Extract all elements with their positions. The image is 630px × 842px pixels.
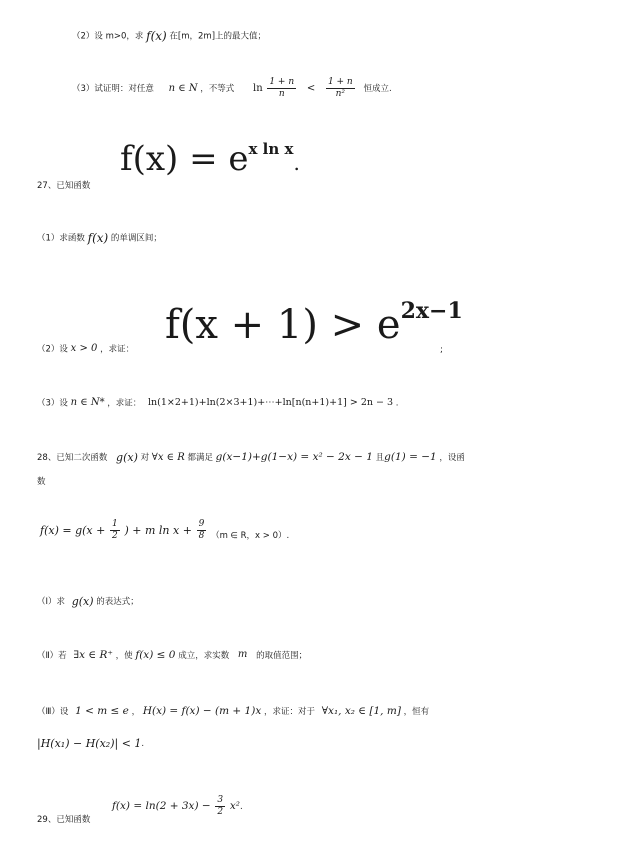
q28-header: [37, 452, 465, 463]
q29-header-label: [37, 816, 90, 825]
q28-part3-abs-formula: |H(x₁) − H(x₂)| < 1: [37, 737, 142, 750]
q28-part3-condition: 1 < m ≤ e: [75, 705, 129, 717]
q28-f-half-den: 2: [112, 531, 118, 541]
q28-part3-end: .: [141, 739, 145, 749]
q26-part3-fraction-1: [267, 78, 296, 99]
q27-formula-base: f(x) = e: [120, 139, 249, 179]
q28-part2-mid: ，使: [115, 650, 133, 661]
q28-f-lhs: f(x) = g(x +: [40, 524, 106, 537]
q27-part1-function: f(x): [87, 231, 109, 245]
q28-part3-prefix: （Ⅲ）设: [37, 706, 69, 717]
q29-frac-den: 2: [217, 807, 224, 817]
q27-part3: [37, 398, 398, 408]
q27-formula: [120, 139, 300, 179]
q28-part2-prefix: （Ⅱ）若: [37, 650, 67, 661]
q26-part2-prefix: （2）设 m>0，求: [72, 31, 144, 42]
q28-part3: [37, 706, 429, 717]
q27-part1-prefix: （1）求函数: [37, 233, 85, 244]
q28-f-frac-den: 8: [198, 531, 205, 541]
q27-part2: [37, 344, 134, 354]
q26-part3-ln: ln: [253, 82, 263, 94]
q28-f-half: [110, 520, 120, 541]
q28-f-condition: （m ∈ R，x > 0）.: [211, 531, 290, 541]
q27-part3-prefix: （3）设: [37, 398, 68, 409]
q28-f-nine-eighths: [197, 520, 207, 541]
q27-part3-condition: n ∈ N*: [70, 397, 105, 408]
q28-header-mid3: 且: [375, 453, 385, 463]
q27-part3-formula: ln(1×2+1)+ln(2×3+1)+⋯+ln[n(n+1)+1] > 2n − 3: [148, 397, 394, 409]
q28-part2-condition: ∃x ∈ R⁺: [73, 649, 113, 661]
q26-part3-condition: n ∈ N: [168, 82, 198, 94]
q27-part2-formula: [165, 298, 463, 348]
q28-part3-line2: [37, 738, 144, 749]
q27-part2-formula-base: f(x + 1) > e: [165, 302, 401, 348]
q29-formula: [112, 796, 243, 817]
q28-f-frac-num: 9: [198, 519, 205, 529]
q26-part3-frac2-den: n²: [335, 89, 346, 99]
q26-part3-less-than: <: [306, 82, 316, 94]
q28-part3-separator: ，: [131, 706, 141, 717]
q28-f-half-num: 1: [112, 519, 118, 529]
q28-part1-suffix: 的表达式；: [96, 597, 139, 607]
q28-part3-mid: ，求证：对于: [263, 706, 315, 717]
q28-part1-prefix: （Ⅰ）求: [37, 597, 66, 607]
q27-part1-suffix: 的单调区间；: [110, 233, 162, 244]
q26-part2-suffix: 在[m，2m]上的最大值；: [169, 31, 267, 42]
q27-label-text: 27、已知函数: [37, 181, 91, 191]
q26-part3-fraction-2: [326, 78, 355, 99]
q26-part2: [72, 30, 266, 42]
q27-part3-end: .: [395, 398, 399, 409]
q28-f-definition: [40, 520, 289, 541]
q27-header-label: [37, 182, 90, 191]
q28-header-mid2: 都满足: [187, 453, 213, 463]
q28-header-prefix: 28、已知二次函数: [37, 453, 108, 463]
q26-part3-mid: ，不等式: [200, 84, 235, 94]
q27-part2-prefix: （2）设: [37, 344, 68, 355]
q28-header-equation2: g(1) = −1: [384, 451, 437, 464]
q27-formula-dot: .: [293, 151, 300, 175]
q28-part2: [37, 650, 307, 661]
q28-header-suffix: ，设函: [439, 453, 465, 463]
q28-part3-condition2: ∀x₁, x₂ ∈ [1, m]: [321, 705, 401, 717]
q27-part2-condition: x > 0: [70, 343, 98, 354]
q29-formula-tail: x²: [229, 800, 240, 813]
q26-part3-prefix: （3）试证明：对任意: [72, 84, 154, 94]
q27-part2-end: [440, 346, 443, 355]
q28-part2-suffix: 的取值范围；: [256, 650, 308, 661]
q27-formula-exponent: x ln x: [248, 140, 294, 158]
q29-formula-end: .: [239, 802, 243, 812]
q28-part1-g: g(x): [71, 595, 94, 608]
q28-header-line2: [37, 478, 46, 487]
q27-part1: [37, 232, 162, 244]
q28-header-equation: g(x−1)+g(1−x) = x² − 2x − 1: [215, 451, 373, 464]
q29-formula-fraction: [215, 796, 225, 817]
q28-part3-H: H(x) = f(x) − (m + 1)x: [142, 705, 262, 717]
q28-header-g: g(x): [116, 451, 138, 464]
q26-part2-function: f(x): [146, 29, 167, 43]
q27-part3-mid: ，求证：: [107, 398, 142, 409]
q28-header-line2-text: 数: [37, 477, 46, 487]
q27-part2-mid: ，求证：: [100, 344, 135, 355]
q28-header-mid1: 对: [140, 453, 150, 463]
q27-part2-formula-exponent: 2x−1: [400, 298, 463, 324]
q28-part2-inequality: f(x) ≤ 0: [135, 649, 176, 661]
q26-part3: [72, 78, 392, 99]
q26-part3-frac1-den: n: [278, 89, 285, 99]
q28-f-mid: ) + m ln x +: [124, 524, 192, 537]
q26-part3-frac2-num: 1 + n: [327, 77, 353, 87]
q28-part1: [37, 596, 139, 607]
q28-part2-m: m: [237, 649, 248, 661]
q29-frac-num: 3: [217, 795, 224, 805]
q29-formula-lhs: f(x) = ln(2 + 3x) −: [112, 800, 211, 813]
q28-header-condition: ∀x ∈ R: [151, 451, 185, 463]
q26-part3-frac1-num: 1 + n: [269, 77, 295, 87]
q29-label-text: 29、已知函数: [37, 815, 91, 825]
q26-part3-suffix: 恒成立.: [363, 84, 392, 94]
q27-part2-end-mark: ;: [440, 345, 443, 355]
q28-part2-mid2: 成立，求实数: [178, 650, 230, 661]
q28-part3-suffix: ，恒有: [403, 706, 430, 717]
